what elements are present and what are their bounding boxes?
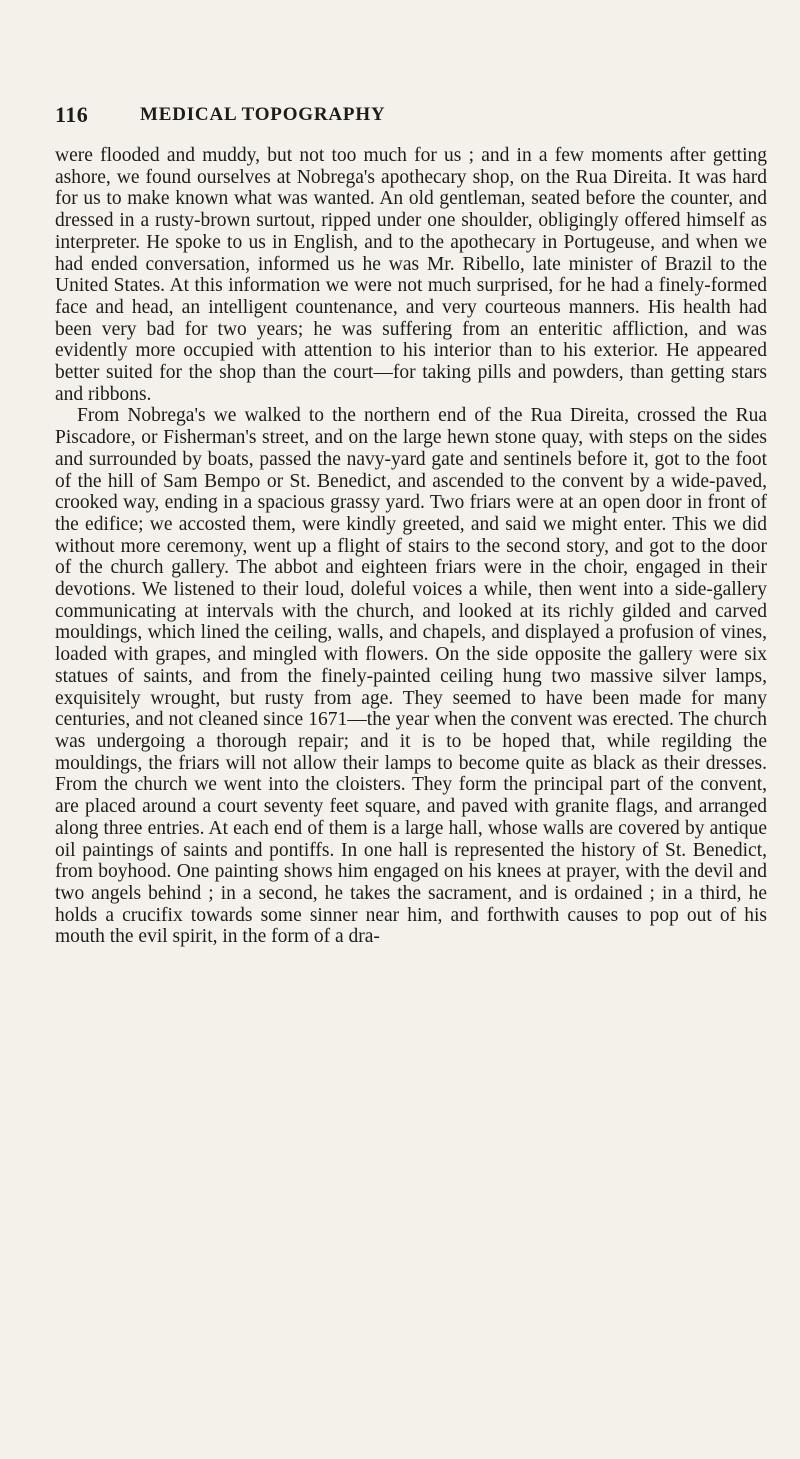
body-text (55, 145, 767, 948)
running-head: MEDICAL TOPOGRAPHY (140, 104, 386, 125)
page-header (55, 102, 755, 132)
paragraph: From Nobrega's we walked to the northern end of the Rua Direita, crossed the Rua Piscadore, or Fisherman's street, and on the large hewn stone quay, with steps on the sides and surrounded by boats, passed the navy-yard gate and sentinels before it, got to the foot of the hill of Sam Bempo or St. Benedict, and ascended to the convent by a wide-paved, crooked way, ending in a spacious grassy yard. Two friars were at an open door in front of the edifice; we accosted them, were kindly greeted, and said we might enter. This we did without more ceremony, went up a flight of stairs to the second story, and got to the door of the church gallery. The abbot and eighteen friars were in the choir, engaged in their devotions. We listened to their loud, doleful voices a while, then went into a side-gallery communicating at intervals with the church, and looked at its richly gilded and carved mouldings, which lined the ceiling, walls, and chapels, and displayed a profusion of vines, loaded with grapes, and mingled with flowers. On the side opposite the gallery were six statues of saints, and from the finely-painted ceiling hung two massive silver lamps, exquisitely wrought, but rusty from age. They seemed to have been made for many centuries, and not cleaned since 1671—the year when the convent was erected. The church was undergoing a thorough repair; and it is to be hoped that, while regilding the mouldings, the friars will not allow their lamps to become quite as black as their dresses. From the church we went into the cloisters. They form the principal part of the convent, are placed around a court seventy feet square, and paved with granite flags, and arranged along three entries. At each end of them is a large hall, whose walls are covered by antique oil paintings of saints and pontiffs. In one hall is represented the history of St. Benedict, from boyhood. One painting shows him engaged on his knees at prayer, with the devil and two angels behind ; in a second, he takes the sacrament, and is ordained ; in a third, he holds a crucifix towards some sinner near him, and forthwith causes to pop out of his mouth the evil spirit, in the form of a dra- (55, 405, 767, 948)
paragraph: were flooded and muddy, but not too much for us ; and in a few moments after getting ashore, we found ourselves at Nobrega's apothecary shop, on the Rua Direita. It was hard for us to make known what was wanted. An old gentleman, seated before the counter, and dressed in a rusty-brown surtout, ripped under one shoulder, obligingly offered himself as interpreter. He spoke to us in English, and to the apothecary in Portugeuse, and when we had ended conversation, informed us he was Mr. Ribello, late minister of Brazil to the United States. At this information we were not much surprised, for he had a finely-formed face and head, an intelligent countenance, and very courteous manners. His health had been very bad for two years; he was suffering from an enteritic affliction, and was evidently more occupied with attention to his interior than to his exterior. He appeared better suited for the shop than the court—for taking pills and powders, than getting stars and ribbons. (55, 145, 767, 405)
page-number: 116 (55, 102, 89, 127)
